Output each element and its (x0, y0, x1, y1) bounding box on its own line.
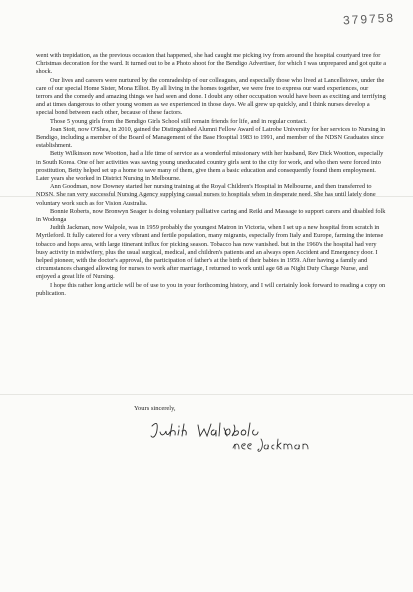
scan-fold-line (0, 394, 413, 395)
paragraph-2: Our lives and careers were nurtured by the comradeship of our colleagues, and especially those who lived at Lancellstowe, under the care of our special Home Sister, Mona Elliot. By all living in the homes together, we were free to express our ward experiences, our terrors and the comedy and amazing things we had seen and done. I doubt any other occupation would have been as exciting and terrifying and at times dangerous to other young women as we experienced in those days. We all grew up quickly, and I think nurses develop a special bond between each other, because of these factors. (36, 76, 386, 117)
paragraph-9: I hope this rather long article will be of use to you in your forthcoming history, and I will certainly look forward to reading a copy on publication. (36, 281, 386, 297)
paragraph-5: Betty Wilkinson now Wootton, had a life time of service as a wonderful missionary with her husband, Rev Dick Wootton, especially in South Korea. One of her activities was saving young uneducated country girls sent to the city for work, and who then were forced into prostitution, Betty helped set up a home to save many of them, give them a basic education and consequently found them employment. Later years she worked in District Nursing in Melbourne. (36, 150, 384, 183)
paragraph-1: went with trepidation, as the previous occasion that happened, she had caught me picking ivy from around the hospital courtyard tree for Christmas decoration for the ward. It turned out to be a Photo shoot for the Bendigo Advertiser, for which I was unprepared and got quite a shock. (36, 52, 387, 76)
closing-line: Yours sincerely, (134, 405, 176, 412)
paragraph-6: Ann Goodman, now Downey started her nursing training at the Royal Children's Hospital in Melbourne, and then transferred to NDSN. She ran very successful Nursing Agency supplying casual nurses to hospitals when in desperate need. She has until lately done voluntary work such as for Vision Australia. (36, 183, 376, 207)
archive-number: 379758 (342, 10, 396, 28)
handwritten-signature-note (230, 436, 325, 454)
paragraph-8: Judith Jackman, now Walpole, was in 1959 probably the youngest Matron in Victoria, when I set up a new hospital from scratch in Myrtleford. It fully catered for a very vibrant and fertile population, many migrants, especially from Italy and Europe, farming the intense tobacco and hops area, with large itinerant influx for picking season. Tobacco has now vanished. but in the 1960's the hospital had very busy activity in midwifery, plus the usual surgical, medical, and children's patients and an always open Accident and Emergency door. I helped pioneer, with the doctor's approval, the participation of father's at the birth of their babies in 1959. After having a family and circumstances changed allowing for nurses to work after marriage, I returned to work until age 68 as Night Duty Charge Nurse, and enjoyed a great life of Nursing. (36, 224, 384, 281)
paragraph-4: Joan Stott, now O'Shea, in 2010, gained the Distinguished Alumni Fellow Award of Latrobe University for her services to Nursing in Bendigo, including a member of the Board of Management of the Base Hospital 1983 to 1991, and member of the NDSN Graduates since establishment. (36, 125, 386, 150)
paragraph-3: Those 5 young girls from the Bendigo Girls School still remain friends for life, and in regular contact. (50, 117, 307, 125)
paragraph-7: Bonnie Roberts, now Bronwyn Seager is doing voluntary palliative caring and Reiki and Massage to support carers and disabled folk in Wodonga (36, 207, 386, 224)
letter-body (36, 52, 386, 298)
